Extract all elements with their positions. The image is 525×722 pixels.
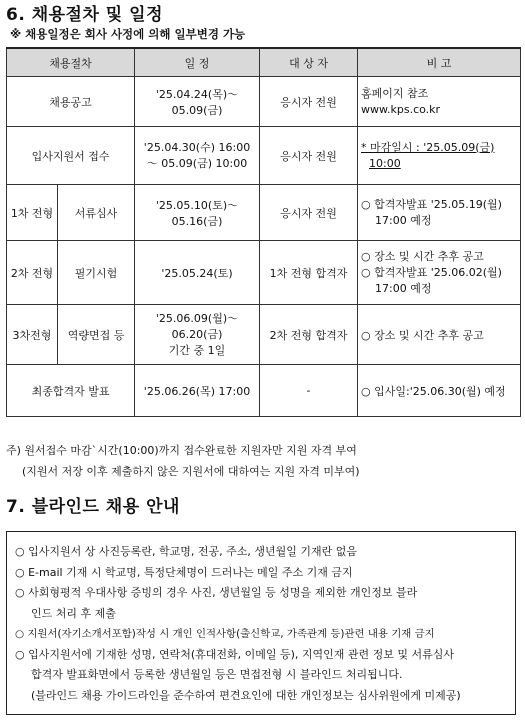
schedule-cell: '25.04.24(목)～05.09(금)	[135, 77, 260, 127]
schedule-cell	[135, 305, 260, 365]
header-stage: 채용절차	[7, 48, 135, 77]
schedule-line: ～ 05.09(금) 10:00	[146, 156, 248, 170]
stage-cell: 입사지원서 접수	[7, 127, 135, 185]
section-6-title: 6. 채용절차 및 일정	[6, 5, 163, 25]
schedule-cell	[135, 127, 260, 185]
schedule-change-note: ※ 채용일정은 회사 사정에 의해 일부변경 가능	[10, 27, 246, 41]
note-cell	[358, 127, 521, 185]
blind-item: ○ 입사지원서 상 사진등록란, 학교명, 전공, 주소, 생년월일 기재란 없음	[15, 545, 357, 558]
blind-item: ○ 입사지원서에 기재한 성명, 연락처(휴대전화, 이메일 등), 지역인재 관련 정보 및 서류심사	[15, 647, 455, 661]
note-cell	[358, 185, 521, 241]
blind-item: ○ 사회형평적 우대사항 증빙의 경우 사진, 생년월일 등 성명을 제외한 개인정보 블라	[15, 586, 418, 599]
note-line: 홈페이지 참조	[361, 86, 429, 100]
schedule-line: '25.04.30(수) 16:00	[143, 140, 251, 154]
footnote-unsubmitted: (지원서 저장 이후 제출하지 않은 지원서에 대하여는 지원 자격 미부여)	[22, 465, 360, 478]
note-line: 17:00 예정	[375, 213, 432, 227]
target-cell: 응시자 전원	[260, 127, 358, 185]
note-line: ○ 장소 및 시간 추후 공고	[361, 249, 484, 263]
note-line: ○ 합격자발표 '25.06.02(월)	[361, 265, 502, 279]
stage-cell: 채용공고	[7, 77, 135, 127]
schedule-cell: '25.05.10(토)～05.16(금)	[135, 185, 260, 241]
table-row	[7, 127, 521, 185]
round-cell: 2차 전형	[7, 241, 58, 305]
schedule-cell: '25.05.24(토)	[135, 241, 260, 305]
blind-item: ○ 지원서(자기소개서포함)작성 시 개인 인적사항(출신학교, 가족관계 등)관련 내용 기재 금지	[15, 628, 435, 640]
deadline-note-line: 10:00	[369, 156, 401, 170]
target-cell: -	[260, 365, 358, 417]
note-cell: ○ 입사일:'25.06.30(월) 예정	[358, 365, 521, 417]
target-cell: 2차 전형 합격자	[260, 305, 358, 365]
note-line: ○ 합격자발표 '25.05.19(월)	[361, 197, 502, 211]
note-cell	[358, 77, 521, 127]
note-cell: ○ 장소 및 시간 추후 공고	[358, 305, 521, 365]
table-row	[7, 241, 521, 305]
table-row	[7, 365, 521, 417]
blind-item-continued: 합격자 발표화면에서 등록한 생년월일 등은 면접전형 시 블라인드 처리됩니다.	[31, 668, 403, 681]
header-target: 대 상 자	[260, 48, 358, 77]
stage-cell: 역량면접 등	[58, 305, 135, 365]
stage-cell: 필기시험	[58, 241, 135, 305]
footnote-deadline: 주) 원서접수 마감`시간(10:00)까지 접수완료한 지원자만 지원 자격 부여	[6, 444, 357, 457]
table-header-row	[7, 48, 521, 77]
stage-cell: 최종합격자 발표	[7, 365, 135, 417]
round-cell: 1차 전형	[7, 185, 58, 241]
note-line: 17:00 예정	[375, 281, 432, 295]
target-cell: 응시자 전원	[260, 185, 358, 241]
deadline-note-line: * 마감일시 : '25.05.09(금)	[361, 140, 495, 154]
blind-recruitment-box	[6, 531, 516, 715]
stage-cell: 서류심사	[58, 185, 135, 241]
target-cell: 응시자 전원	[260, 77, 358, 127]
note-cell	[358, 241, 521, 305]
table-row	[7, 77, 521, 127]
schedule-line: 기간 중 1일	[168, 343, 226, 357]
blind-item-continued: (블라인드 채용 가이드라인을 준수하여 편견요인에 대한 개인정보는 심사위원에게 미제공)	[31, 688, 461, 702]
target-cell: 1차 전형 합격자	[260, 241, 358, 305]
table-row	[7, 185, 521, 241]
schedule-cell: '25.06.26(목) 17:00	[135, 365, 260, 417]
table-row	[7, 305, 521, 365]
blind-item: ○ E-mail 기재 시 학교명, 특정단체명이 드러나는 메일 주소 기재 금지	[15, 565, 353, 579]
section-7-title: 7. 블라인드 채용 안내	[6, 497, 180, 517]
schedule-table	[6, 47, 521, 417]
header-note: 비 고	[358, 48, 521, 77]
round-cell: 3차전형	[7, 305, 58, 365]
note-line: www.kps.co.kr	[361, 102, 441, 116]
header-schedule: 일 정	[135, 48, 260, 77]
schedule-line: '25.06.09(월)～06.20(금)	[155, 311, 239, 341]
blind-item-continued: 인드 처리 후 제출	[31, 606, 116, 620]
